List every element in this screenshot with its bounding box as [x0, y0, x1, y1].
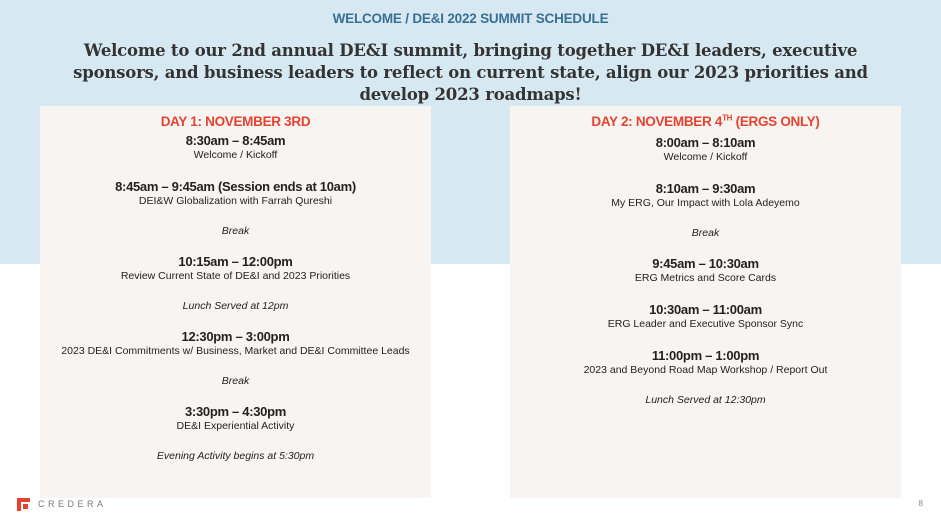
session-time: 9:45am – 10:30am	[652, 256, 759, 271]
break-note: Break	[221, 225, 250, 237]
schedule-item	[510, 256, 901, 285]
session-time: 8:10am – 9:30am	[655, 181, 756, 196]
session-desc: Welcome / Kickoff	[193, 149, 278, 161]
credera-logo-icon	[17, 498, 30, 511]
schedule-item	[510, 181, 901, 210]
brand-name: CREDERA	[38, 499, 107, 509]
session-time: 8:00am – 8:10am	[655, 135, 756, 150]
schedule-item	[40, 179, 431, 208]
schedule-item	[40, 329, 431, 358]
session-time: 8:45am – 9:45am (Session ends at 10am)	[115, 179, 356, 194]
session-desc: DE&I Experiential Activity	[176, 420, 295, 432]
session-desc: Welcome / Kickoff	[663, 151, 748, 163]
session-time: 10:30am – 11:00am	[649, 302, 762, 317]
schedule-item	[510, 348, 901, 377]
session-desc: My ERG, Our Impact with Lola Adeyemo	[611, 197, 800, 209]
day1-card	[40, 106, 431, 498]
schedule-item	[40, 133, 431, 162]
session-desc: Review Current State of DE&I and 2023 Priorities	[120, 270, 351, 282]
session-time: 8:30am – 8:45am	[185, 133, 286, 148]
schedule-item	[40, 404, 431, 433]
session-time: 3:30pm – 4:30pm	[185, 404, 286, 419]
intro-text: Welcome to our 2nd annual DE&I summit, bringing together DE&I leaders, executive sponsors, and business leaders to reflect on current state, align our 2023 priorities and develop 2023 roadmaps!	[73, 41, 868, 104]
day2-title-sup: TH	[722, 113, 733, 123]
session-time: 12:30pm – 3:00pm	[181, 329, 290, 344]
session-desc: 2023 DE&I Commitments w/ Business, Market and DE&I Committee Leads	[61, 345, 410, 357]
session-desc: ERG Metrics and Score Cards	[634, 272, 777, 284]
lunch-note: Lunch Served at 12:30pm	[645, 394, 766, 406]
break-note: Break	[221, 375, 250, 387]
schedule-item	[510, 135, 901, 164]
day2-title	[510, 114, 901, 129]
schedule-item	[40, 254, 431, 283]
session-desc: DEI&W Globalization with Farrah Qureshi	[138, 195, 333, 207]
day2-title-suffix: (ERGS ONLY)	[732, 114, 820, 129]
day2-card	[510, 106, 901, 498]
session-desc: 2023 and Beyond Road Map Workshop / Report Out	[583, 364, 828, 376]
session-desc: ERG Leader and Executive Sponsor Sync	[607, 318, 804, 330]
day2-title-prefix: DAY 2: NOVEMBER 4	[591, 114, 723, 129]
day1-title: DAY 1: NOVEMBER 3RD	[160, 114, 311, 129]
lunch-note: Lunch Served at 12pm	[182, 300, 289, 312]
session-time: 10:15am – 12:00pm	[178, 254, 293, 269]
page-title: WELCOME / DE&I 2022 SUMMIT SCHEDULE	[332, 11, 609, 26]
evening-note: Evening Activity begins at 5:30pm	[156, 450, 315, 462]
credera-logo	[17, 497, 107, 511]
page-number: 8	[918, 499, 923, 508]
break-note: Break	[691, 227, 720, 239]
schedule-item	[510, 302, 901, 331]
session-time: 11:00pm – 1:00pm	[651, 348, 760, 363]
